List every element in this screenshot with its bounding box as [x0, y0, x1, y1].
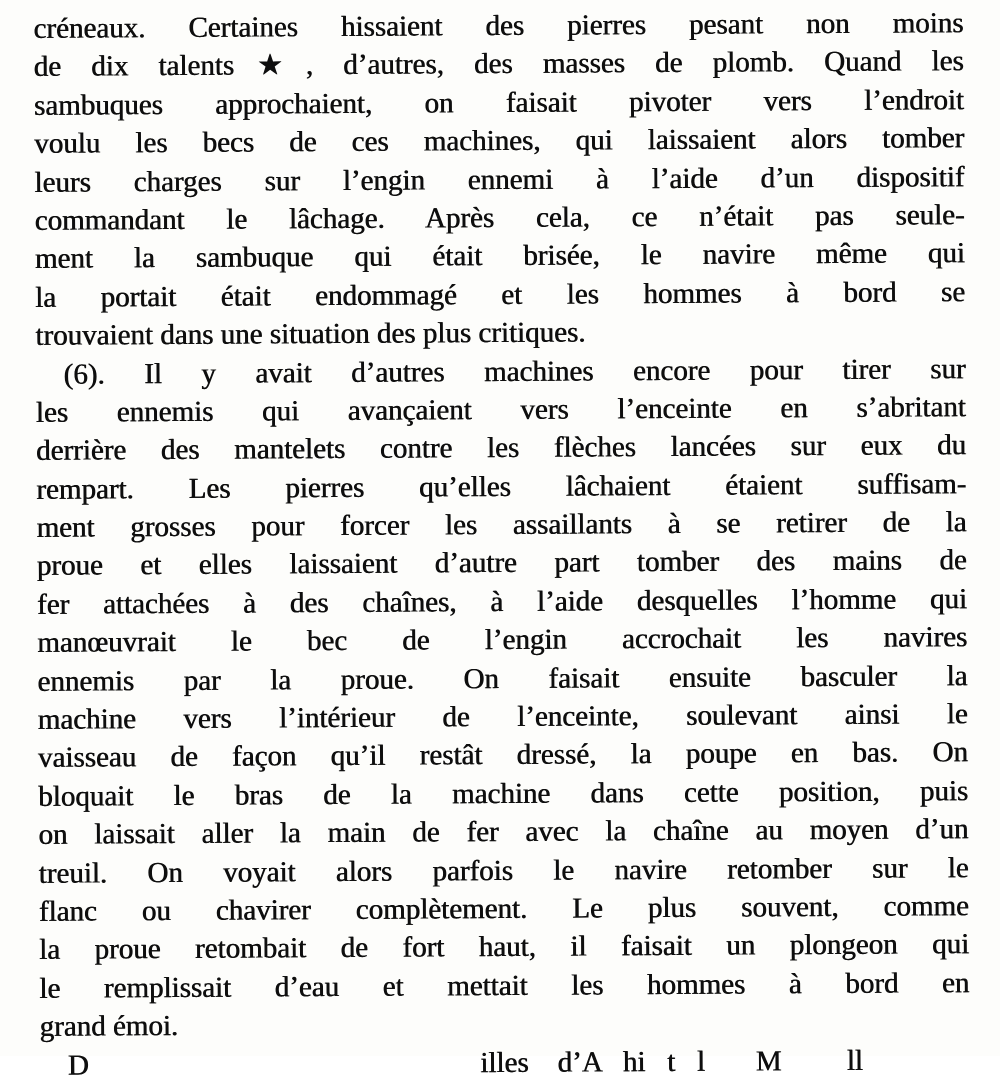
text-line: le remplissait d’eau et mettait les hommes à bord en [39, 966, 970, 1005]
text-line: bloquait le bras de la machine dans cette position, puis [38, 774, 969, 813]
text-line: la proue retombait de fort haut, il faisait un plongeon qui [39, 928, 970, 967]
text-line: de dix talents★, d’autres, des masses de plomb. Quand les [33, 45, 964, 84]
text-line: commandant le lâchage. Après cela, ce n’était pas seule- [34, 199, 965, 237]
text-line: sambuques approchaient, on faisait pivoter vers l’endroit [33, 83, 965, 122]
text-line: (6). Il y avait d’autres machines encore pour tirer sur [63, 352, 966, 391]
text-line: flanc ou chavirer complètement. Le plus souvent, comme [38, 890, 970, 928]
text-line: fer attachées à des chaînes, à l’aide desquelles l’homme qui [37, 583, 968, 621]
text-line: créneaux. Certaines hissaient des pierres pesant non moins [33, 7, 964, 45]
text-line: leurs charges sur l’engin ennemi à l’aide d’un dispositif [34, 160, 965, 199]
text-line: ment la sambuque qui était brisée, le navire même qui [34, 237, 966, 276]
text-line: manœuvrait le bec de l’engin accrochait les navires [37, 621, 968, 660]
text-line: voulu les becs de ces machines, qui laissaient alors tomber [34, 122, 965, 161]
text-line: on laissait aller la main de fer avec la chaîne au moyen d’un [38, 813, 969, 852]
text-line: grand émoi. [39, 1010, 179, 1043]
text-line: ennemis par la proue. On faisait ensuite basculer la [37, 659, 968, 698]
text-line: machine vers l’intérieur de l’enceinte, soulevant ainsi le [37, 698, 968, 736]
text-line: derrière des mantelets contre les flèches lancées sur eux du [36, 429, 967, 468]
text-line: proue et elles laissaient d’autre part tomber des mains de [36, 544, 967, 583]
text-line: les ennemis qui avançaient vers l’enceinte en s’abritant [35, 391, 967, 429]
text-line: treuil. On voyait alors parfois le navire retomber sur le [38, 851, 969, 890]
text-line: ment grosses pour forcer les assaillants à se retirer de la [36, 506, 967, 544]
text-line: vaisseau de façon qu’il restât dressé, la poupe en bas. On [37, 736, 969, 775]
text-line: la portait était endommagé et les hommes à bord se [35, 275, 966, 314]
text-line: rempart. Les pierres qu’elles lâchaient étaient suffisam- [36, 467, 967, 506]
cropped-partial-text-line: D illes d’A hi t l M ll [67, 1044, 864, 1082]
text-line: trouvaient dans une situation des plus critiques. [35, 316, 586, 352]
